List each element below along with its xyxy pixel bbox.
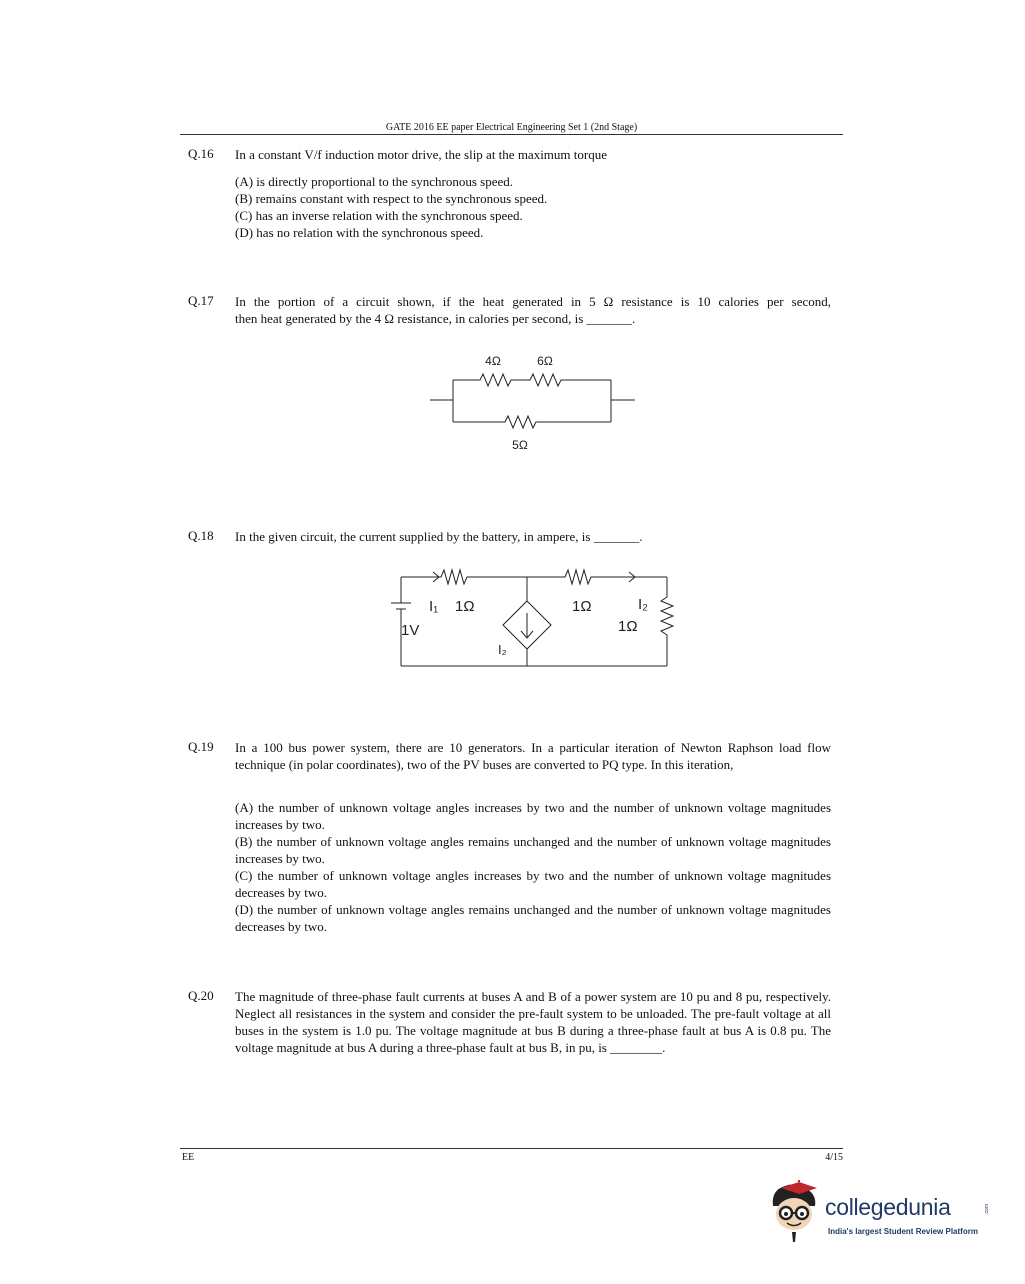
q19-option-c: (C) the number of unknown voltage angles increases by two and the number of unknown voltage magnitudes decreases by two. [235, 868, 831, 900]
q17-wire-top [453, 374, 611, 386]
q18-label-i2-source: I₂ [498, 642, 507, 657]
q19-number: Q.19 [188, 739, 214, 754]
q19-text: In a 100 bus power system, there are 10 generators. In a particular iteration of Newton Raphson load flow technique (in polar coordinates), two of the PV buses are converted to PQ type. In this iteration, [235, 740, 831, 772]
footer-page-number: 4/15 [825, 1152, 843, 1163]
q17-label-6ohm: 6Ω [537, 354, 553, 368]
logo-wordmark: collegedunia [825, 1194, 951, 1220]
q18-label-r-mid: 1Ω [572, 598, 592, 615]
q16-option-c: (C) has an inverse relation with the synchronous speed. [235, 208, 523, 223]
q17-label-5ohm: 5Ω [512, 438, 528, 452]
q17-circuit-diagram [425, 350, 645, 455]
q18-right-resistor [661, 597, 673, 635]
q16-option-d: (D) has no relation with the synchronous speed. [235, 225, 484, 240]
q18-label-r-right: 1Ω [618, 618, 638, 635]
page-header-title: GATE 2016 EE paper Electrical Engineering Set 1 (2nd Stage) [385, 122, 638, 133]
footer-subject-code: EE [182, 1152, 195, 1163]
q17-wire-bottom [453, 416, 611, 428]
mascot-tie [792, 1232, 796, 1242]
q18-circuit-diagram [385, 555, 685, 675]
q18-label-r-left: 1Ω [455, 598, 475, 615]
q19-option-d: (D) the number of unknown voltage angles remains unchanged and the number of unknown voltage magnitudes decreases by two. [235, 902, 831, 934]
header-rule [180, 134, 843, 135]
q17-number: Q.17 [188, 293, 214, 308]
collegedunia-mascot-icon [765, 1180, 825, 1250]
q19-options [235, 799, 831, 935]
q18-arrow-i1 [425, 572, 439, 582]
q17-label-4ohm: 4Ω [485, 354, 501, 368]
footer-rule [180, 1148, 843, 1149]
q17-line1: In the portion of a circuit shown, if the heat generated in 5 Ω resistance is 10 calories per second, [235, 294, 831, 309]
logo-domain-suffix: .com [984, 1204, 990, 1215]
q19-option-a: (A) the number of unknown voltage angles increases by two and the number of unknown voltage magnitudes increases by two. [235, 800, 831, 832]
logo-tagline: India's largest Student Review Platform [828, 1227, 978, 1236]
q16-number: Q.16 [188, 146, 214, 161]
q16-text: In a constant V/f induction motor drive, the slip at the maximum torque [235, 147, 607, 162]
q18-label-battery: 1V [401, 622, 420, 639]
q18-arrow-i2 [615, 572, 635, 582]
q16-option-b: (B) remains constant with respect to the synchronous speed. [235, 191, 548, 206]
q20-text: The magnitude of three-phase fault currents at buses A and B of a power system are 10 pu and 8 pu, respectively. Neglect all resistances in the system and consider the pre-fault system to be unloaded. The pre-fault voltage at all buses in the system is 1.0 pu. The voltage magnitude at bus B during a three-phase fault at bus A is 0.8 pu. The voltage magnitude at bus A during a three-phase fault at bus B, in pu, is ________. [235, 989, 831, 1055]
q18-wire-top-right [527, 570, 667, 584]
q17-line2: then heat generated by the 4 Ω resistance, in calories per second, is _______. [235, 311, 636, 326]
q18-wire-top-left [401, 570, 527, 584]
q19-option-b: (B) the number of unknown voltage angles remains unchanged and the number of unknown voltage magnitudes increases by two. [235, 834, 831, 866]
q18-label-i2-top: I₂ [638, 596, 648, 613]
q18-text: In the given circuit, the current supplied by the battery, in ampere, is _______. [235, 529, 643, 544]
q18-label-i1: I₁ [429, 598, 439, 615]
q16-option-a: (A) is directly proportional to the synchronous speed. [235, 174, 513, 189]
q18-number: Q.18 [188, 528, 214, 543]
q18-source-arrow [521, 613, 533, 638]
q20-number: Q.20 [188, 988, 214, 1003]
